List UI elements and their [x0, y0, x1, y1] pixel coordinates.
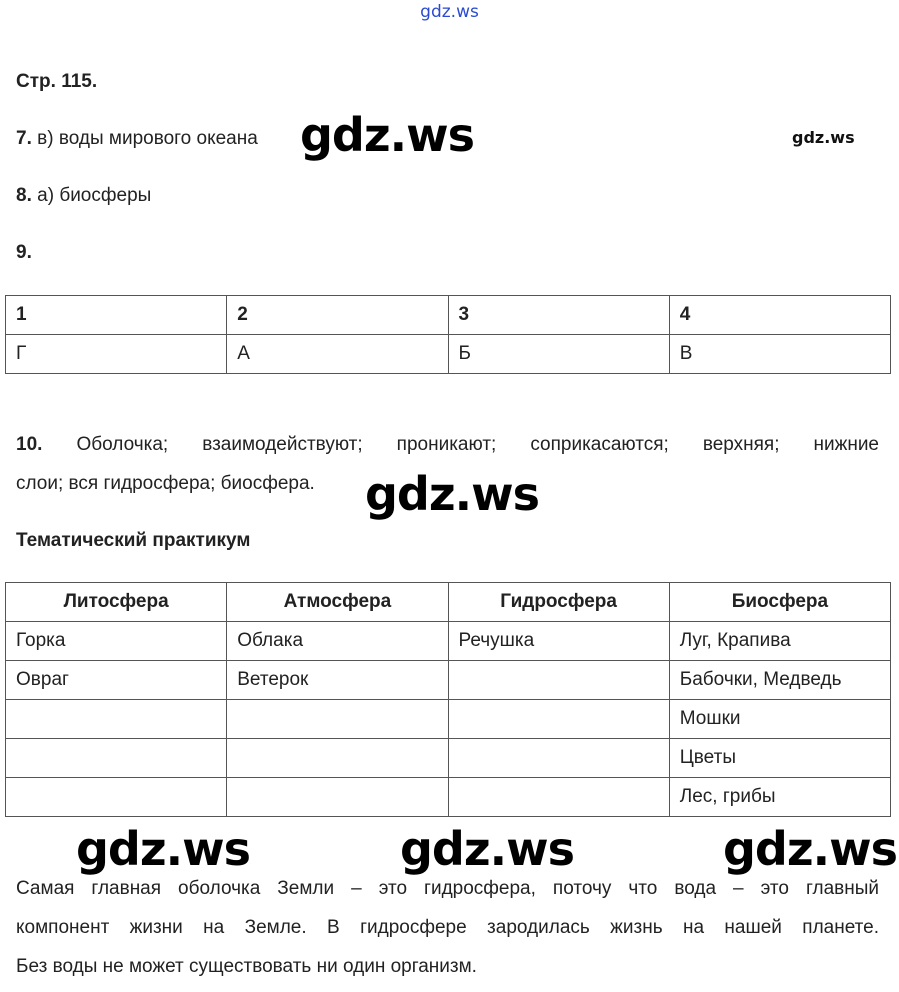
column-header: Атмосфера [227, 583, 448, 622]
question-8-answer: а) биосферы [37, 185, 152, 206]
column-header: Биосфера [669, 583, 890, 622]
table-cell [227, 700, 448, 739]
watermark-5: gdz.ws [723, 822, 897, 876]
table-row [6, 335, 891, 374]
table-cell: 3 [448, 296, 669, 335]
watermark-2: gdz.ws [365, 467, 539, 521]
question-9-number: 9. [16, 242, 32, 263]
table-row [6, 661, 891, 700]
table-cell [227, 778, 448, 817]
question-8 [16, 185, 151, 207]
practicum-title: Тематический практикум [16, 530, 251, 551]
table-cell: Облака [227, 622, 448, 661]
table-cell: Лес, грибы [669, 778, 890, 817]
table-cell: Мошки [669, 700, 890, 739]
table-cell [6, 700, 227, 739]
table-cell: 4 [669, 296, 890, 335]
question-10-line-1 [16, 425, 879, 464]
column-header: Гидросфера [448, 583, 669, 622]
question-10-number: 10. [16, 434, 43, 455]
table-header-row [6, 583, 891, 622]
conclusion-paragraph [16, 869, 879, 986]
watermark-1: gdz.ws [300, 108, 474, 162]
question-7-number: 7. [16, 128, 32, 149]
table-cell [227, 739, 448, 778]
practicum-table [5, 582, 891, 817]
column-header: Литосфера [6, 583, 227, 622]
table-cell [448, 778, 669, 817]
question-7-answer: в) воды мирового океана [37, 128, 258, 149]
watermark-3: gdz.ws [76, 822, 250, 876]
table-cell: Луг, Крапива [669, 622, 890, 661]
table-cell: Горка [6, 622, 227, 661]
table-row [6, 296, 891, 335]
table-row [6, 622, 891, 661]
table-cell: А [227, 335, 448, 374]
table-row [6, 739, 891, 778]
table-cell [6, 778, 227, 817]
answer-table-9 [5, 295, 891, 374]
table-cell [448, 661, 669, 700]
table-row [6, 778, 891, 817]
conclusion-line-1: Самая главная оболочка Земли – это гидросфера, поточу что вода – это главный [16, 878, 879, 899]
watermark-4: gdz.ws [400, 822, 574, 876]
question-10-text-1: Оболочка; взаимодействуют; проникают; соприкасаются; верхняя; нижние [76, 434, 880, 455]
table-cell: 1 [6, 296, 227, 335]
table-cell [6, 739, 227, 778]
table-row [6, 700, 891, 739]
table-cell: Речушка [448, 622, 669, 661]
question-7 [16, 128, 258, 150]
question-10-line-2: слои; вся гидросфера; биосфера. [16, 473, 315, 494]
watermark-top: gdz.ws [420, 2, 479, 22]
table-cell: Б [448, 335, 669, 374]
table-cell: 2 [227, 296, 448, 335]
table-cell: Ветерок [227, 661, 448, 700]
conclusion-line-3: Без воды не может существовать ни один организм. [16, 956, 477, 977]
watermark-small: gdz.ws [792, 128, 855, 147]
table-cell: Цветы [669, 739, 890, 778]
table-cell: Овраг [6, 661, 227, 700]
conclusion-line-2: компонент жизни на Земле. В гидросфере зародилась жизнь на нашей планете. [16, 917, 879, 938]
table-cell: В [669, 335, 890, 374]
table-cell: Г [6, 335, 227, 374]
page-title: Стр. 115. [16, 71, 98, 92]
table-cell: Бабочки, Медведь [669, 661, 890, 700]
table-cell [448, 739, 669, 778]
table-cell [448, 700, 669, 739]
question-8-number: 8. [16, 185, 32, 206]
